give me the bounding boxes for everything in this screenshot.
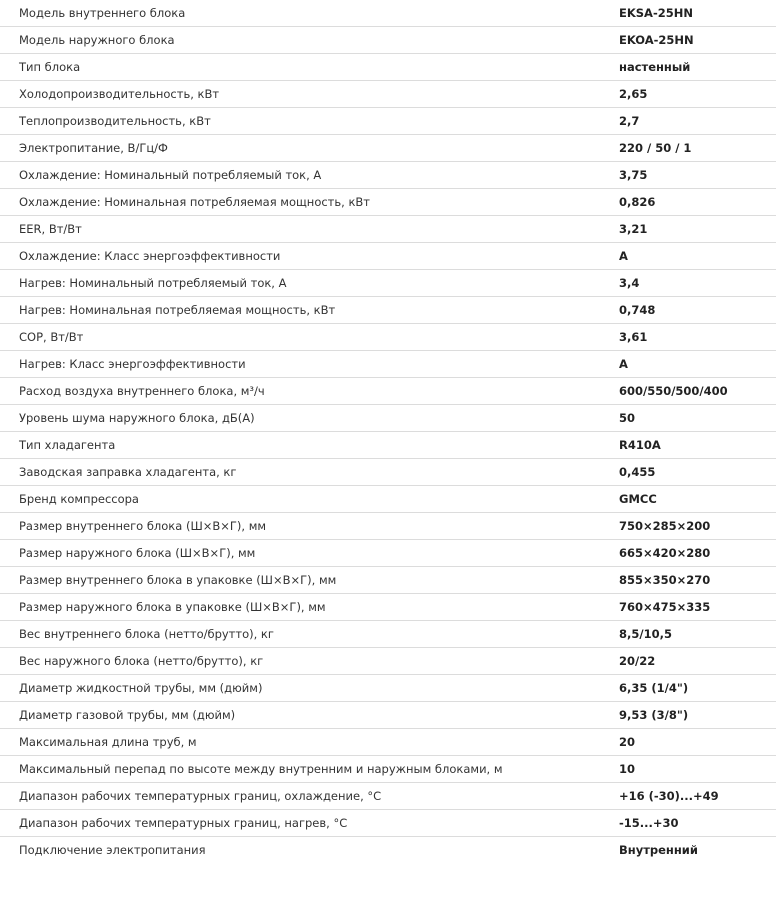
spec-label: Максимальный перепад по высоте между внутренним и наружным блоками, м <box>19 762 503 776</box>
spec-value: A <box>619 357 628 371</box>
spec-row <box>0 81 776 108</box>
spec-row <box>0 243 776 270</box>
spec-value: 0,826 <box>619 195 656 209</box>
spec-value: 760×475×335 <box>619 600 711 614</box>
spec-label: Охлаждение: Номинальный потребляемый ток, А <box>19 168 322 182</box>
spec-row <box>0 513 776 540</box>
spec-value: A <box>619 249 628 263</box>
spec-row <box>0 0 776 27</box>
spec-value: R410A <box>619 438 661 452</box>
spec-value: 20 <box>619 735 636 749</box>
spec-row <box>0 783 776 810</box>
spec-row <box>0 675 776 702</box>
spec-row <box>0 135 776 162</box>
spec-value: 0,748 <box>619 303 656 317</box>
spec-value: EKSA-25HN <box>619 6 693 20</box>
spec-label: Электропитание, В/Гц/Ф <box>19 141 168 155</box>
spec-row <box>0 324 776 351</box>
spec-row <box>0 729 776 756</box>
spec-value: 3,21 <box>619 222 648 236</box>
spec-label: Подключение электропитания <box>19 843 206 857</box>
spec-row <box>0 162 776 189</box>
spec-row <box>0 810 776 837</box>
spec-row <box>0 540 776 567</box>
spec-label: Максимальная длина труб, м <box>19 735 197 749</box>
spec-value: Внутренний <box>619 843 698 857</box>
spec-label: Тип хладагента <box>19 438 116 452</box>
spec-row <box>0 594 776 621</box>
spec-value: 10 <box>619 762 636 776</box>
spec-value: 9,53 (3/8") <box>619 708 689 722</box>
spec-value: 6,35 (1/4") <box>619 681 689 695</box>
spec-label: Модель наружного блока <box>19 33 175 47</box>
spec-label: Нагрев: Номинальный потребляемый ток, А <box>19 276 287 290</box>
spec-row <box>0 189 776 216</box>
spec-value: -15...+30 <box>619 816 679 830</box>
spec-value: 220 / 50 / 1 <box>619 141 692 155</box>
spec-value: 600/550/500/400 <box>619 384 728 398</box>
spec-label: Диапазон рабочих температурных границ, нагрев, °С <box>19 816 348 830</box>
spec-label: Холодопроизводительность, кВт <box>19 87 220 101</box>
spec-row <box>0 432 776 459</box>
spec-row <box>0 297 776 324</box>
spec-label: Диаметр газовой трубы, мм (дюйм) <box>19 708 236 722</box>
spec-label: Заводская заправка хладагента, кг <box>19 465 237 479</box>
spec-value: 50 <box>619 411 636 425</box>
spec-value: настенный <box>619 60 691 74</box>
spec-row <box>0 459 776 486</box>
spec-row <box>0 486 776 513</box>
spec-label: COP, Вт/Вт <box>19 330 84 344</box>
spec-value: 750×285×200 <box>619 519 711 533</box>
spec-row <box>0 405 776 432</box>
spec-label: Вес наружного блока (нетто/брутто), кг <box>19 654 264 668</box>
spec-label: Охлаждение: Номинальная потребляемая мощность, кВт <box>19 195 371 209</box>
spec-value: GMCC <box>619 492 657 506</box>
spec-row <box>0 108 776 135</box>
spec-value: +16 (-30)...+49 <box>619 789 719 803</box>
spec-value: 2,65 <box>619 87 648 101</box>
spec-label: Бренд компрессора <box>19 492 139 506</box>
spec-row <box>0 351 776 378</box>
spec-label: Диаметр жидкостной трубы, мм (дюйм) <box>19 681 263 695</box>
spec-label: Диапазон рабочих температурных границ, охлаждение, °С <box>19 789 382 803</box>
spec-label: Модель внутреннего блока <box>19 6 186 20</box>
spec-label: EER, Вт/Вт <box>19 222 82 236</box>
spec-label: Размер наружного блока (Ш×В×Г), мм <box>19 546 256 560</box>
spec-label: Уровень шума наружного блока, дБ(А) <box>19 411 255 425</box>
spec-label: Нагрев: Номинальная потребляемая мощность, кВт <box>19 303 336 317</box>
spec-row <box>0 270 776 297</box>
spec-row <box>0 216 776 243</box>
spec-label: Нагрев: Класс энергоэффективности <box>19 357 246 371</box>
spec-label: Размер наружного блока в упаковке (Ш×В×Г), мм <box>19 600 326 614</box>
spec-row <box>0 648 776 675</box>
spec-row <box>0 378 776 405</box>
spec-value: 0,455 <box>619 465 656 479</box>
spec-label: Тип блока <box>19 60 81 74</box>
spec-value: 20/22 <box>619 654 656 668</box>
spec-row <box>0 27 776 54</box>
spec-label: Размер внутреннего блока в упаковке (Ш×В×Г), мм <box>19 573 337 587</box>
spec-row <box>0 702 776 729</box>
spec-label: Охлаждение: Класс энергоэффективности <box>19 249 281 263</box>
spec-value: 855×350×270 <box>619 573 711 587</box>
spec-row <box>0 54 776 81</box>
spec-value: EKOA-25HN <box>619 33 694 47</box>
spec-value: 665×420×280 <box>619 546 711 560</box>
spec-row <box>0 567 776 594</box>
spec-label: Размер внутреннего блока (Ш×В×Г), мм <box>19 519 267 533</box>
spec-value: 3,61 <box>619 330 648 344</box>
spec-value: 2,7 <box>619 114 640 128</box>
spec-label: Вес внутреннего блока (нетто/брутто), кг <box>19 627 274 641</box>
spec-value: 3,4 <box>619 276 640 290</box>
spec-value: 3,75 <box>619 168 648 182</box>
spec-row <box>0 756 776 783</box>
spec-row <box>0 837 776 863</box>
spec-label: Теплопроизводительность, кВт <box>19 114 211 128</box>
spec-value: 8,5/10,5 <box>619 627 672 641</box>
spec-row <box>0 621 776 648</box>
spec-label: Расход воздуха внутреннего блока, м³/ч <box>19 384 265 398</box>
